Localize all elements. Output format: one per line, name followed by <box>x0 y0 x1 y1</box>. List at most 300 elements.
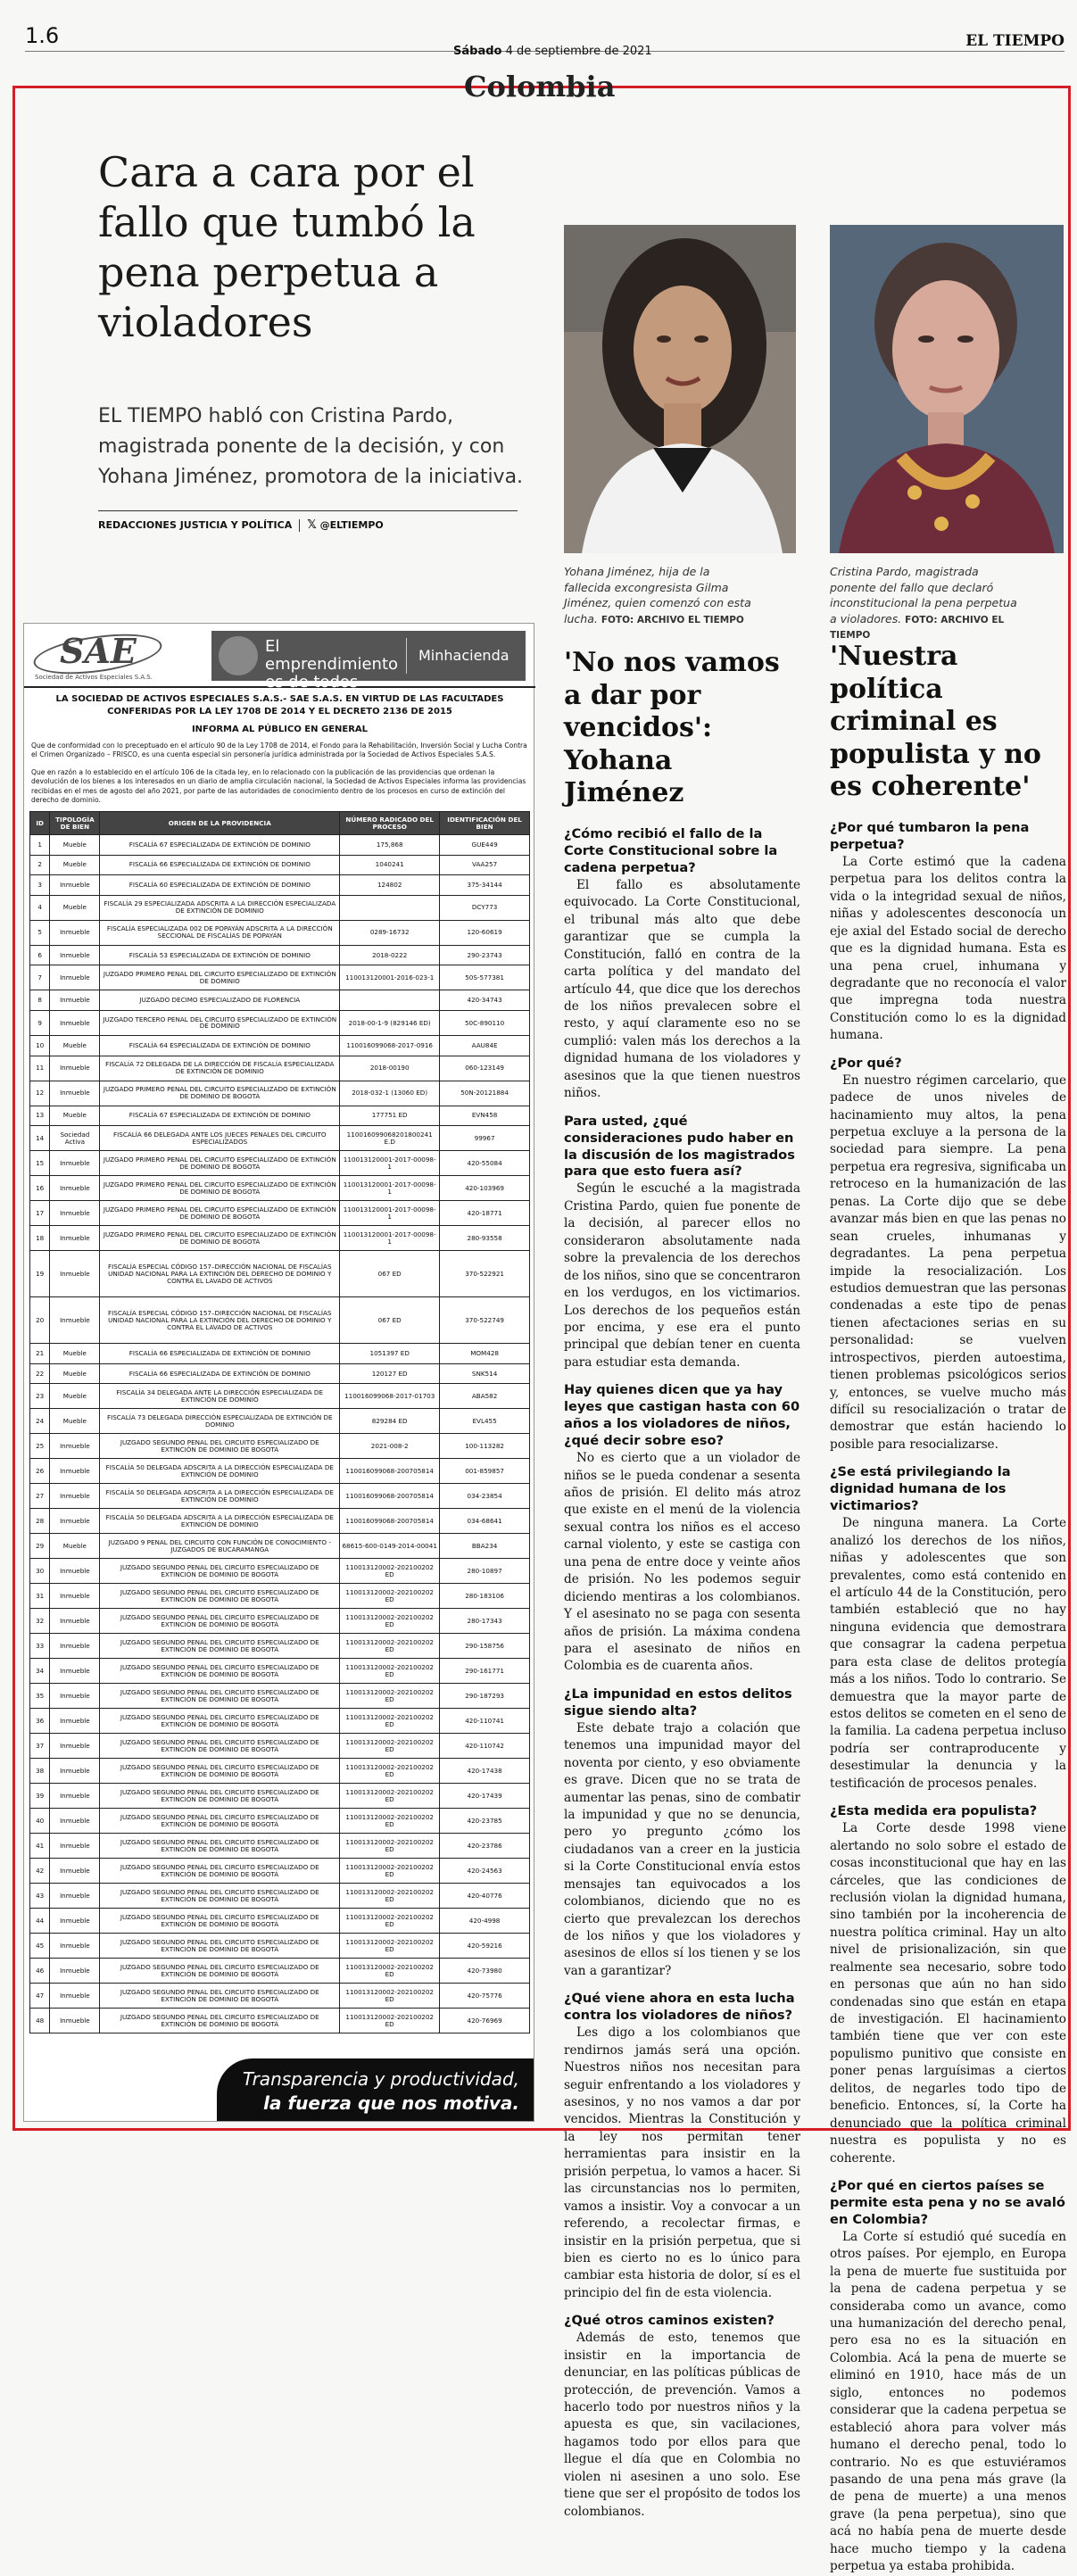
deck: EL TIEMPO habló con Cristina Pardo, magistrada ponente de la decisión, y con Yohana Jiménez, promotora de la iniciativa. <box>98 405 524 489</box>
table-cell: Inmueble <box>50 1659 100 1684</box>
table-cell: 34 <box>30 1659 50 1684</box>
table-header-cell: ID <box>30 812 50 835</box>
table-cell: 420-24563 <box>440 1859 530 1884</box>
gov-slogan: El emprendimiento es de todos <box>265 637 399 692</box>
table-row <box>30 1484 530 1509</box>
table-cell: 110013120002-202100202 ED <box>340 1709 440 1734</box>
table-cell: Inmueble <box>50 1784 100 1809</box>
table-cell: JUZGADO SEGUNDO PENAL DEL CIRCUITO ESPECIALIZADO DE EXTINCIÓN DE DOMINIO DE BOGOTÁ <box>100 1859 340 1884</box>
table-cell: 034-23854 <box>440 1484 530 1509</box>
table-cell: 110013120001-2017-00098-1 <box>340 1151 440 1176</box>
table-row <box>30 1035 530 1056</box>
table-cell: SNK514 <box>440 1363 530 1384</box>
table-cell: Mueble <box>50 1363 100 1384</box>
table-cell: FISCALÍA 60 ESPECIALIZADA DE EXTINCIÓN DE DOMINIO <box>100 875 340 896</box>
sae-advertisement <box>23 623 534 2122</box>
table-cell: FISCALÍA 53 ESPECIALIZADA DE EXTINCIÓN DE DOMINIO <box>100 945 340 965</box>
table-row <box>30 1459 530 1484</box>
table-cell: 41 <box>30 1834 50 1859</box>
table-row <box>30 1509 530 1534</box>
table-cell: Inmueble <box>50 945 100 965</box>
issue-date: Sábado 4 de septiembre de 2021 <box>453 45 652 58</box>
table-cell: 420-4998 <box>440 1909 530 1934</box>
table-cell: Inmueble <box>50 1759 100 1784</box>
table-cell: 110013120001-2017-00098-1 <box>340 1201 440 1226</box>
table-cell: VAA257 <box>440 855 530 875</box>
table-row <box>30 1434 530 1459</box>
table-cell: EVN458 <box>440 1106 530 1126</box>
sae-logo: SAE Sociedad de Activos Especiales S.A.S. <box>33 631 158 683</box>
interview-answer: Según le escuché a la magistrada Cristina Pardo, quien fue ponente de la decisión, al parecer ellos no consideraron absolutamente nada sobre la prevalencia de los derechos de los niños, sino que se concentraron en los verdugos, en los victimarios. Los derechos de los pequeños están por encima, y ese era el punto principal que debían tener en cuenta para estudiar esta demanda. <box>564 1181 800 1370</box>
table-cell: 2018-0222 <box>340 945 440 965</box>
table-cell: 370-522749 <box>440 1297 530 1344</box>
table-cell: MOM428 <box>440 1344 530 1364</box>
interview-answer: De ninguna manera. La Corte analizó los derechos de los niños, niñas y adolescentes que son prevalentes, como está contenido en el artículo 44 de la Constitución, pero también estableció que no hay ninguna evidencia que demostrara que consagrar la cadena perpetua para esta clase de delitos protegía más a los niños. Todo lo contrario. Se demuestra que la mayor parte de estos delitos se cometen en el seno de la familia. La cadena perpetua incluso podría ser contraproducente y desestimular la denuncia y la testificación de procesos penales. <box>830 1516 1066 1791</box>
table-cell: 50C-890110 <box>440 1010 530 1035</box>
photo-cristina-pardo <box>830 225 1064 553</box>
table-cell: 110013120002-202100202 ED <box>340 1909 440 1934</box>
table-cell: JUZGADO SEGUNDO PENAL DEL CIRCUITO ESPECIALIZADO DE EXTINCIÓN DE DOMINIO DE BOGOTÁ <box>100 1584 340 1609</box>
table-row <box>30 1176 530 1201</box>
table-cell: 48 <box>30 2009 50 2033</box>
table-cell: JUZGADO SEGUNDO PENAL DEL CIRCUITO ESPECIALIZADO DE EXTINCIÓN DE DOMINIO DE BOGOTÁ <box>100 1834 340 1859</box>
interview-answer: No es cierto que a un violador de niños se le pueda condenar a sesenta años de prisión. El delito más atroz que existe en el menú de la violencia sexual contra los niños es el acceso carnal violento, y este se castiga con una pena de entre doce y veinte años de prisión. No les podemos seguir diciendo mentiras a los colombianos. Y el asesinato no se paga con sesenta años de prisión. La máxima condena para el asesinato de niños en Colombia es de cuarenta años. <box>564 1451 800 1674</box>
table-cell: 420-75776 <box>440 1984 530 2009</box>
table-cell: 38 <box>30 1759 50 1784</box>
table-cell: 067 ED <box>340 1251 440 1297</box>
table-cell: JUZGADO SEGUNDO PENAL DEL CIRCUITO ESPECIALIZADO DE EXTINCIÓN DE DOMINIO DE BOGOTÁ <box>100 1609 340 1634</box>
table-cell: 36 <box>30 1709 50 1734</box>
table-cell: 32 <box>30 1609 50 1634</box>
table-cell: 12 <box>30 1081 50 1106</box>
table-cell: 13 <box>30 1106 50 1126</box>
table-cell: 420-34743 <box>440 990 530 1011</box>
table-cell: Inmueble <box>50 1884 100 1909</box>
table-cell: FISCALÍA ESPECIALIZADA 002 DE POPAYÁN ADSCRITA A LA DIRECCIÓN SECCIONAL DE FISCALÍAS DE POPAYÁN <box>100 920 340 945</box>
table-cell: JUZGADO DECIMO ESPECIALIZADO DE FLORENCIA <box>100 990 340 1011</box>
table-cell: 46 <box>30 1959 50 1984</box>
table-cell: 25 <box>30 1434 50 1459</box>
table-row <box>30 1759 530 1784</box>
table-cell: 034-68641 <box>440 1509 530 1534</box>
table-cell: 110013120002-202100202 ED <box>340 2009 440 2033</box>
table-cell: 290-158756 <box>440 1634 530 1659</box>
interview-question: ¿Se está privilegiando la dignidad humana de los victimarios? <box>830 1464 1011 1514</box>
interview-answer: La Corte sí estudió qué sucedía en otros países. Por ejemplo, en Europa la pena de muerte fue sustituida por la pena de cadena perpetua y se consideraba como un avance, como una humanización del derecho penal, pero esa no es la situación en Colombia. Acá la pena de muerte se eliminó en 1910, hace más de un siglo, entonces no podemos considerar que la cadena perpetua se estableció ahora para volver más humano el derecho penal, todo lo contrario. No es que estuviéramos pasando de una pena más grave (la de pena de muerte) a una menos grave (la pena perpetua), sino que acá no había pena de muerte desde hace mucho tiempo y la cadena perpetua ya estaba prohibida. <box>830 2229 1066 2574</box>
table-cell: 31 <box>30 1584 50 1609</box>
table-cell: Mueble <box>50 1344 100 1364</box>
headline: Cara a cara por el fallo que tumbó la pena perpetua a violadores <box>98 148 476 347</box>
table-row <box>30 1909 530 1934</box>
table-cell: Inmueble <box>50 1834 100 1859</box>
table-cell: Inmueble <box>50 1584 100 1609</box>
interview-question: ¿Por qué tumbaron la pena perpetua? <box>830 819 1030 852</box>
table-cell: JUZGADO SEGUNDO PENAL DEL CIRCUITO ESPECIALIZADO DE EXTINCIÓN DE DOMINIO DE BOGOTÁ <box>100 1659 340 1684</box>
table-cell: 110013120002-202100202 ED <box>340 1609 440 1634</box>
table-cell: JUZGADO PRIMERO PENAL DEL CIRCUITO ESPECIALIZADO DE EXTINCIÓN DE DOMINIO <box>100 965 340 990</box>
table-cell: 6 <box>30 945 50 965</box>
table-cell: 110013120002-202100202 ED <box>340 1959 440 1984</box>
table-cell: 375-34144 <box>440 875 530 896</box>
table-header-cell: NÚMERO RADICADO DEL PROCESO <box>340 812 440 835</box>
table-row <box>30 1251 530 1297</box>
table-cell: 110013120002-202100202 ED <box>340 1809 440 1834</box>
table-cell: 20 <box>30 1297 50 1344</box>
providencias-table <box>29 811 530 2033</box>
table-cell: 110013120002-202100202 ED <box>340 1559 440 1584</box>
table-cell <box>340 990 440 1011</box>
table-cell: 15 <box>30 1151 50 1176</box>
ad-subtitle: INFORMA AL PÚBLICO EN GENERAL <box>191 725 369 734</box>
interview-answer: Les digo a los colombianos que rendirnos jamás será una opción. Nuestros niños nos necesitan para seguir enfrentando a los violadores y asesinos, y no nos vamos a dar por vencidos. Mientras la Constitución y la ley nos permitan tener herramientas para insistir en la prisión perpetua, lo vamos a hacer. Si las circunstancias nos lo permiten, vamos a insistir. Voy a convocar a un referendo, a recolectar firmas, e insistir en la prisión perpetua, que si bien es cierto no es lo único para cambiar esta historia de dolor, sí es el principio del fin de esta violencia. <box>564 2025 800 2300</box>
table-cell: 290-161771 <box>440 1659 530 1684</box>
table-cell: 28 <box>30 1509 50 1534</box>
table-cell: 420-17438 <box>440 1759 530 1784</box>
government-banner <box>211 631 526 692</box>
table-cell: 9 <box>30 1010 50 1035</box>
table-cell: 2018-00190 <box>340 1056 440 1081</box>
table-cell: FISCALÍA ESPECIAL CÓDIGO 157–DIRECCIÓN NACIONAL DE FISCALÍAS UNIDAD NACIONAL PARA LA EXTINCIÓN DEL DERECHO DE DOMINIO Y CONTRA EL LAVADO DE ACTIVOS <box>100 1251 340 1297</box>
interview-cristina <box>830 641 1066 2576</box>
byline-authors: REDACCIONES JUSTICIA Y POLÍTICA <box>98 519 293 531</box>
table-cell: 100-113282 <box>440 1434 530 1459</box>
interview-question: ¿La impunidad en estos delitos sigue siendo alta? <box>564 1686 792 1719</box>
table-row <box>30 1559 530 1584</box>
photo-yohana-jimenez <box>564 225 796 553</box>
table-row <box>30 920 530 945</box>
interview-question: Hay quienes dicen que ya hay leyes que castigan hasta con 60 años a los violadores de niños, ¿qué decir sobre eso? <box>564 1382 800 1449</box>
table-cell: 37 <box>30 1734 50 1759</box>
table-cell: FISCALÍA 66 DELEGADA ANTE LOS JUECES PENALES DEL CIRCUITO ESPECIALIZADOS <box>100 1126 340 1151</box>
table-cell: 829284 ED <box>340 1409 440 1434</box>
table-cell: 110013120002-202100202 ED <box>340 1734 440 1759</box>
table-cell: JUZGADO SEGUNDO PENAL DEL CIRCUITO ESPECIALIZADO DE EXTINCIÓN DE DOMINIO DE BOGOTÁ <box>100 1984 340 2009</box>
table-cell: 30 <box>30 1559 50 1584</box>
table-cell: 33 <box>30 1634 50 1659</box>
table-row <box>30 965 530 990</box>
table-cell: 19 <box>30 1251 50 1297</box>
table-cell: 8 <box>30 990 50 1011</box>
table-cell: 39 <box>30 1784 50 1809</box>
table-cell: 1051397 ED <box>340 1344 440 1364</box>
table-cell: 110013120002-202100202 ED <box>340 1634 440 1659</box>
table-cell: 110013120002-202100202 ED <box>340 1759 440 1784</box>
table-cell: 99967 <box>440 1126 530 1151</box>
table-cell: FISCALÍA 64 ESPECIALIZADA DE EXTINCIÓN DE DOMINIO <box>100 1035 340 1056</box>
interview-question: ¿Esta medida era populista? <box>830 1803 1038 1819</box>
table-cell: 110013120002-202100202 ED <box>340 1934 440 1959</box>
page-number: 1.6 <box>25 23 60 48</box>
table-cell: FISCALÍA 66 ESPECIALIZADA DE EXTINCIÓN DE DOMINIO <box>100 855 340 875</box>
table-cell: Inmueble <box>50 1251 100 1297</box>
table-cell: Inmueble <box>50 1559 100 1584</box>
table-cell: 420-73980 <box>440 1959 530 1984</box>
table-row <box>30 990 530 1011</box>
table-row <box>30 1534 530 1559</box>
table-cell: JUZGADO SEGUNDO PENAL DEL CIRCUITO ESPECIALIZADO DE EXTINCIÓN DE DOMINIO DE BOGOTÁ <box>100 2009 340 2033</box>
interview-yohana <box>564 647 800 2521</box>
byline <box>98 510 518 534</box>
table-row <box>30 2009 530 2033</box>
table-cell: 420-110741 <box>440 1709 530 1734</box>
table-cell: 11 <box>30 1056 50 1081</box>
table-cell: Mueble <box>50 1409 100 1434</box>
table-cell: 110013120002-202100202 ED <box>340 1984 440 2009</box>
table-cell: 44 <box>30 1909 50 1934</box>
table-cell: 420-59216 <box>440 1934 530 1959</box>
table-cell: Inmueble <box>50 1734 100 1759</box>
table-cell: 1 <box>30 835 50 856</box>
table-header-row <box>30 812 530 835</box>
table-row <box>30 1363 530 1384</box>
table-cell: 290-23743 <box>440 945 530 965</box>
twitter-icon: 𝕏 <box>307 518 317 532</box>
table-cell: 420-55084 <box>440 1151 530 1176</box>
table-cell: 280-183106 <box>440 1584 530 1609</box>
table-row <box>30 1634 530 1659</box>
table-cell: 40 <box>30 1809 50 1834</box>
table-cell: Inmueble <box>50 875 100 896</box>
table-cell: 110013120001-2017-00098-1 <box>340 1226 440 1251</box>
interview-answer: Además de esto, tenemos que insistir en la importancia de denunciar, en las políticas públicas de protección, de prevención. Vamos a hacerlo todo por nuestros niños y la apuesta es que, sin vacilaciones, hagamos todo por ellos para que llegue el día que en Colombia no violen ni asesinen a uno solo. Ese tiene que ser el propósito de todos los colombianos. <box>564 2331 800 2519</box>
table-cell: JUZGADO SEGUNDO PENAL DEL CIRCUITO ESPECIALIZADO DE EXTINCIÓN DE DOMINIO DE BOGOTÁ <box>100 1434 340 1459</box>
table-cell: Inmueble <box>50 1634 100 1659</box>
ad-header <box>24 624 535 692</box>
table-cell: 110016099068-200705814 <box>340 1509 440 1534</box>
table-cell: FISCALÍA 66 ESPECIALIZADA DE EXTINCIÓN DE DOMINIO <box>100 1344 340 1364</box>
table-row <box>30 835 530 856</box>
table-row <box>30 1226 530 1251</box>
table-cell: 22 <box>30 1363 50 1384</box>
table-cell: Inmueble <box>50 1859 100 1884</box>
table-cell: 17 <box>30 1201 50 1226</box>
table-row <box>30 1884 530 1909</box>
table-cell: JUZGADO SEGUNDO PENAL DEL CIRCUITO ESPECIALIZADO DE EXTINCIÓN DE DOMINIO DE BOGOTÁ <box>100 1759 340 1784</box>
table-row <box>30 1834 530 1859</box>
table-cell: Mueble <box>50 835 100 856</box>
table-cell: Inmueble <box>50 1297 100 1344</box>
table-row <box>30 875 530 896</box>
table-cell: FISCALÍA 50 DELEGADA ADSCRITA A LA DIRECCIÓN ESPECIALIZADA DE EXTINCIÓN DE DOMINIO <box>100 1484 340 1509</box>
ministry-name: Minhacienda <box>418 647 510 664</box>
table-row <box>30 1409 530 1434</box>
table-cell: 177751 ED <box>340 1106 440 1126</box>
table-header-cell: TIPOLOGÍA DE BIEN <box>50 812 100 835</box>
table-cell: JUZGADO 9 PENAL DEL CIRCUITO CON FUNCIÓN DE CONOCIMIENTO -JUZGADOS DE BUCARAMANGA <box>100 1534 340 1559</box>
table-row <box>30 1934 530 1959</box>
table-cell: 280-17343 <box>440 1609 530 1634</box>
table-cell: GUE449 <box>440 835 530 856</box>
table-row <box>30 1659 530 1684</box>
table-cell: 290-187293 <box>440 1684 530 1709</box>
table-row <box>30 1859 530 1884</box>
table-row <box>30 1344 530 1364</box>
table-cell: 110016099068201800241 E.D <box>340 1126 440 1151</box>
ad-paragraph: Que en razón a lo establecido en el artículo 106 de la citada ley, en lo relacionado con la publicación de las providencias que ordenan la devolución de los bienes a los interesados en un diario de amplia circulación nacional, la Sociedad de Activos Especiales informa las providencias recibidas en el mes de agosto del año 2021, por parte de las autoridades de conocimiento dentro de los procesos en curso de extinción del derecho de dominio. <box>31 768 526 804</box>
table-cell: FISCALÍA 50 DELEGADA ADSCRITA A LA DIRECCIÓN ESPECIALIZADA DE EXTINCIÓN DE DOMINIO <box>100 1509 340 1534</box>
table-cell: 110016099068-200705814 <box>340 1459 440 1484</box>
interview-question: ¿Qué otros caminos existen? <box>564 2313 775 2329</box>
table-cell: 420-103969 <box>440 1176 530 1201</box>
table-cell: Inmueble <box>50 1934 100 1959</box>
table-cell: 420-18771 <box>440 1201 530 1226</box>
table-cell: 175,868 <box>340 835 440 856</box>
interview-question: ¿Por qué en ciertos países se permite esta pena y no se avaló en Colombia? <box>830 2177 1065 2227</box>
table-cell: JUZGADO SEGUNDO PENAL DEL CIRCUITO ESPECIALIZADO DE EXTINCIÓN DE DOMINIO DE BOGOTÁ <box>100 1684 340 1709</box>
table-cell: 2021-008-2 <box>340 1434 440 1459</box>
table-cell: 68615-600-0149-2014-00041 <box>340 1534 440 1559</box>
table-cell: 110016099068-200705814 <box>340 1484 440 1509</box>
table-cell: 0289-16732 <box>340 920 440 945</box>
table-cell: JUZGADO SEGUNDO PENAL DEL CIRCUITO ESPECIALIZADO DE EXTINCIÓN DE DOMINIO DE BOGOTÁ <box>100 1784 340 1809</box>
table-cell: JUZGADO PRIMERO PENAL DEL CIRCUITO ESPECIALIZADO DE EXTINCIÓN DE DOMINIO DE BOGOTÁ <box>100 1176 340 1201</box>
table-cell: JUZGADO SEGUNDO PENAL DEL CIRCUITO ESPECIALIZADO DE EXTINCIÓN DE DOMINIO DE BOGOTÁ <box>100 1709 340 1734</box>
table-row <box>30 1609 530 1634</box>
table-row <box>30 1584 530 1609</box>
table-body <box>30 835 530 2033</box>
table-cell: 24 <box>30 1409 50 1434</box>
table-cell: 18 <box>30 1226 50 1251</box>
table-row <box>30 1684 530 1709</box>
byline-handle: @ELTIEMPO <box>319 519 384 531</box>
table-cell: Inmueble <box>50 1684 100 1709</box>
table-cell: 420-17439 <box>440 1784 530 1809</box>
table-row <box>30 1056 530 1081</box>
ad-footer: Transparencia y productividad, la fuerza que nos motiva. <box>217 2058 534 2121</box>
table-cell: 1040241 <box>340 855 440 875</box>
interview-answer: La Corte estimó que la cadena perpetua para los delitos contra la vida o la integridad sexual de niños, niñas y adolescentes desconocía un eje axial del Estado social de derecho que es la dignidad humana. Esta es una pena cruel, inhumana y degradante que no reconocía el valor que impregna toda nuestra Constitución como lo es la dignidad humana. <box>830 854 1066 1043</box>
table-cell: 23 <box>30 1384 50 1409</box>
interview-answer: Este debate trajo a colación que tenemos una impunidad mayor del noventa por ciento, y eso obviamente es grave. Dicen que no se trata de aumentar las penas, sino de combatir la impunidad y que no se denuncia, pero yo pregunto ¿cómo los ciudadanos van a creer en la justicia si la Corte Constitucional envía estos mensajes tan equivocados a los colombianos, diciendo que no es cierto que prevalezcan los derechos de los niños y que los violadores y asesinos de ellos sí los tienen y se los van a garantizar? <box>564 1720 800 1978</box>
table-cell: JUZGADO TERCERO PENAL DEL CIRCUITO ESPECIALIZADO DE EXTINCIÓN DE DOMINIO <box>100 1010 340 1035</box>
table-cell: Inmueble <box>50 1984 100 2009</box>
table-header-cell: IDENTIFICACIÓN DEL BIEN <box>440 812 530 835</box>
interview-title: 'No nos vamos a dar por vencidos': Yohana Jiménez <box>564 647 780 809</box>
table-cell: 120127 ED <box>340 1363 440 1384</box>
table-cell: FISCALÍA 50 DELEGADA ADSCRITA A LA DIRECCIÓN ESPECIALIZADA DE EXTINCIÓN DE DOMINIO <box>100 1459 340 1484</box>
table-cell: 4 <box>30 895 50 920</box>
table-cell: FISCALÍA 66 ESPECIALIZADA DE EXTINCIÓN DE DOMINIO <box>100 1363 340 1384</box>
table-cell: 067 ED <box>340 1297 440 1344</box>
table-cell: 420-23786 <box>440 1834 530 1859</box>
coat-of-arms-icon <box>219 636 258 675</box>
table-cell: 50S-577381 <box>440 965 530 990</box>
table-cell: JUZGADO PRIMERO PENAL DEL CIRCUITO ESPECIALIZADO DE EXTINCIÓN DE DOMINIO DE BOGOTÁ <box>100 1081 340 1106</box>
table-cell: JUZGADO SEGUNDO PENAL DEL CIRCUITO ESPECIALIZADO DE EXTINCIÓN DE DOMINIO DE BOGOTÁ <box>100 1934 340 1959</box>
table-cell: 110013120002-202100202 ED <box>340 1659 440 1684</box>
table-cell: 110016099068-2017-0916 <box>340 1035 440 1056</box>
table-cell: 110013120002-202100202 ED <box>340 1584 440 1609</box>
table-cell: 2018-00-1-9 (829146 ED) <box>340 1010 440 1035</box>
table-cell: Mueble <box>50 1106 100 1126</box>
table-cell: FISCALÍA 73 DELEGADA DIRECCIÓN ESPECIALIZADA DE EXTINCIÓN DE DOMINIO <box>100 1409 340 1434</box>
table-header-cell: ORIGEN DE LA PROVIDENCIA <box>100 812 340 835</box>
interview-question: Para usted, ¿qué consideraciones pudo haber en la discusión de los magistrados para que esto fuera así? <box>564 1113 795 1180</box>
table-cell: JUZGADO PRIMERO PENAL DEL CIRCUITO ESPECIALIZADO DE EXTINCIÓN DE DOMINIO DE BOGOTÁ <box>100 1226 340 1251</box>
table-cell: Mueble <box>50 1384 100 1409</box>
table-cell: 2 <box>30 855 50 875</box>
interview-question: ¿Qué viene ahora en esta lucha contra los violadores de niños? <box>564 1991 795 2024</box>
table-row <box>30 1201 530 1226</box>
table-cell: 110013120002-202100202 ED <box>340 1859 440 1884</box>
ad-paragraph: Que de conformidad con lo preceptuado en el artículo 90 de la Ley 1708 de 2014, el Fondo para la Rehabilitación, Inversión Social y Lucha Contra el Crimen Organizado – FRISCO, es una cuenta especial sin personería jurídica administrada por la Sociedad de Activos Especiales S.A.S. <box>31 741 527 759</box>
table-cell: 420-110742 <box>440 1734 530 1759</box>
table-cell: Sociedad Activa <box>50 1126 100 1151</box>
table-cell: FISCALÍA 29 ESPECIALIZADA ADSCRITA A LA DIRECCIÓN ESPECIALIZADA DE EXTINCIÓN DE DOMINIO <box>100 895 340 920</box>
photo-caption: Yohana Jiménez, hija de la fallecida excongresista Gilma Jiménez, quien comenzó con esta lucha. FOTO: ARCHIVO EL TIEMPO <box>564 565 751 625</box>
table-row <box>30 1959 530 1984</box>
table-cell: FISCALÍA 67 ESPECIALIZADA DE EXTINCIÓN DE DOMINIO <box>100 835 340 856</box>
table-row <box>30 1709 530 1734</box>
interview-answer: El fallo es absolutamente equivocado. La Corte Constitucional, el tribunal más alto que debe garantizar que se cumpla la Constitución, falló en contra de la carta política y del mandato del artículo 44, que dice que los derechos de los niños prevalecen sobre el resto, y aquí claramente eso no se cumplió: valen más los derechos a la dignidad humana de los violadores y asesinos que la que tienen nuestros niños. <box>564 877 800 1101</box>
table-cell: JUZGADO SEGUNDO PENAL DEL CIRCUITO ESPECIALIZADO DE EXTINCIÓN DE DOMINIO DE BOGOTÁ <box>100 1884 340 1909</box>
photo-caption: Cristina Pardo, magistrada ponente del fallo que declaró inconstitucional la pena perpetua a violadores. FOTO: ARCHIVO EL TIEMPO <box>830 565 1017 642</box>
table-row <box>30 1809 530 1834</box>
table-cell: FISCALÍA 72 DELEGADA DE LA DIRECCIÓN DE FISCALÍA ESPECIALIZADA DE EXTINCIÓN DE DOMINIO <box>100 1056 340 1081</box>
table-cell: JUZGADO SEGUNDO PENAL DEL CIRCUITO ESPECIALIZADO DE EXTINCIÓN DE DOMINIO DE BOGOTÁ <box>100 1559 340 1584</box>
table-cell: 420-23785 <box>440 1809 530 1834</box>
table-cell: Inmueble <box>50 1484 100 1509</box>
table-cell: FISCALÍA 67 ESPECIALIZADA DE EXTINCIÓN DE DOMINIO <box>100 1106 340 1126</box>
table-cell: Mueble <box>50 855 100 875</box>
table-row <box>30 1297 530 1344</box>
table-row <box>30 1010 530 1035</box>
table-cell: 120-60619 <box>440 920 530 945</box>
table-cell: 420-40776 <box>440 1884 530 1909</box>
table-cell: EVL455 <box>440 1409 530 1434</box>
table-cell: Inmueble <box>50 1201 100 1226</box>
interview-question: ¿Por qué? <box>830 1055 902 1071</box>
ad-title: LA SOCIEDAD DE ACTIVOS ESPECIALES S.A.S.- SAE S.A.S. EN VIRTUD DE LAS FACULTADES CONFERIDAS POR LA LEY 1708 DE 2014 Y EL DECRETO 2136 DE 2015 <box>55 694 504 716</box>
table-cell: Inmueble <box>50 1176 100 1201</box>
table-row <box>30 1384 530 1409</box>
table-cell: 124802 <box>340 875 440 896</box>
interview-answer: En nuestro régimen carcelario, que padece de unos niveles de hacinamiento muy altos, la pena perpetua excluye a la persona de la sociedad para siempre. La pena perpetua era regresiva, significaba un retroceso en la humanización de las penas. La Corte dijo que se debe avanzar más bien en que las penas no sean crueles, inhumanas y degradantes. La pena perpetua impide la resocialización. Los estudios demuestran que las personas condenadas a este tipo de penas tienen afectaciones serias en su personalidad: se vuelven introspectivos, pierden autoestima, tienen problemas psicológicos serios y, entonces, se vuelve mucho más difícil su resocialización o tratar de demostrar que están haciendo lo posible para resocializarse. <box>830 1073 1066 1452</box>
table-cell: AAU84E <box>440 1035 530 1056</box>
table-cell: JUZGADO SEGUNDO PENAL DEL CIRCUITO ESPECIALIZADO DE EXTINCIÓN DE DOMINIO DE BOGOTÁ <box>100 1809 340 1834</box>
table-cell: Inmueble <box>50 1709 100 1734</box>
table-cell: 29 <box>30 1534 50 1559</box>
table-cell: Inmueble <box>50 965 100 990</box>
table-cell: Mueble <box>50 1035 100 1056</box>
table-row <box>30 1734 530 1759</box>
table-cell: Inmueble <box>50 1509 100 1534</box>
interview-question: ¿Cómo recibió el fallo de la Corte Constitucional sobre la cadena perpetua? <box>564 825 778 875</box>
table-cell: 110016099068-2017-01703 <box>340 1384 440 1409</box>
table-cell: Mueble <box>50 1534 100 1559</box>
table-cell: 26 <box>30 1459 50 1484</box>
table-cell: Inmueble <box>50 1434 100 1459</box>
table-cell: 110013120001-2017-00098-1 <box>340 1176 440 1201</box>
table-cell: 47 <box>30 1984 50 2009</box>
table-cell: JUZGADO PRIMERO PENAL DEL CIRCUITO ESPECIALIZADO DE EXTINCIÓN DE DOMINIO DE BOGOTÁ <box>100 1201 340 1226</box>
table-cell: 3 <box>30 875 50 896</box>
table-cell: 21 <box>30 1344 50 1364</box>
table-cell: Inmueble <box>50 1459 100 1484</box>
table-cell: 50N-20121884 <box>440 1081 530 1106</box>
table-cell: 45 <box>30 1934 50 1959</box>
table-cell: 35 <box>30 1684 50 1709</box>
table-cell: JUZGADO SEGUNDO PENAL DEL CIRCUITO ESPECIALIZADO DE EXTINCIÓN DE DOMINIO DE BOGOTÁ <box>100 1909 340 1934</box>
interview-title: 'Nuestra política criminal es populista y no es coherente' <box>830 641 1041 803</box>
table-cell: 5 <box>30 920 50 945</box>
table-cell: 110013120002-202100202 ED <box>340 1884 440 1909</box>
table-cell: BBA234 <box>440 1534 530 1559</box>
table-cell: Inmueble <box>50 1010 100 1035</box>
table-cell <box>340 895 440 920</box>
interview-answer: La Corte desde 1998 viene alertando no solo sobre el estado de cosas inconstitucional que hay en las cárceles, que las condiciones de reclusión violan la dignidad humana, sino también por la incoherencia de nuestra política criminal. Hay un alto nivel de prisionalización, sin que realmente sea necesario, sobre todo en personas que aún no han sido condenadas sino que están en etapa de investigación. El hacinamiento también tiene que ver con este populismo punitivo que consiste en poner penas larguísimas a ciertos delitos, de negarles todo tipo de beneficio. Entonces, sí, la Corte ha denunciado que la política criminal nuestra es populista y no es coherente. <box>830 1821 1066 2166</box>
table-row <box>30 1151 530 1176</box>
